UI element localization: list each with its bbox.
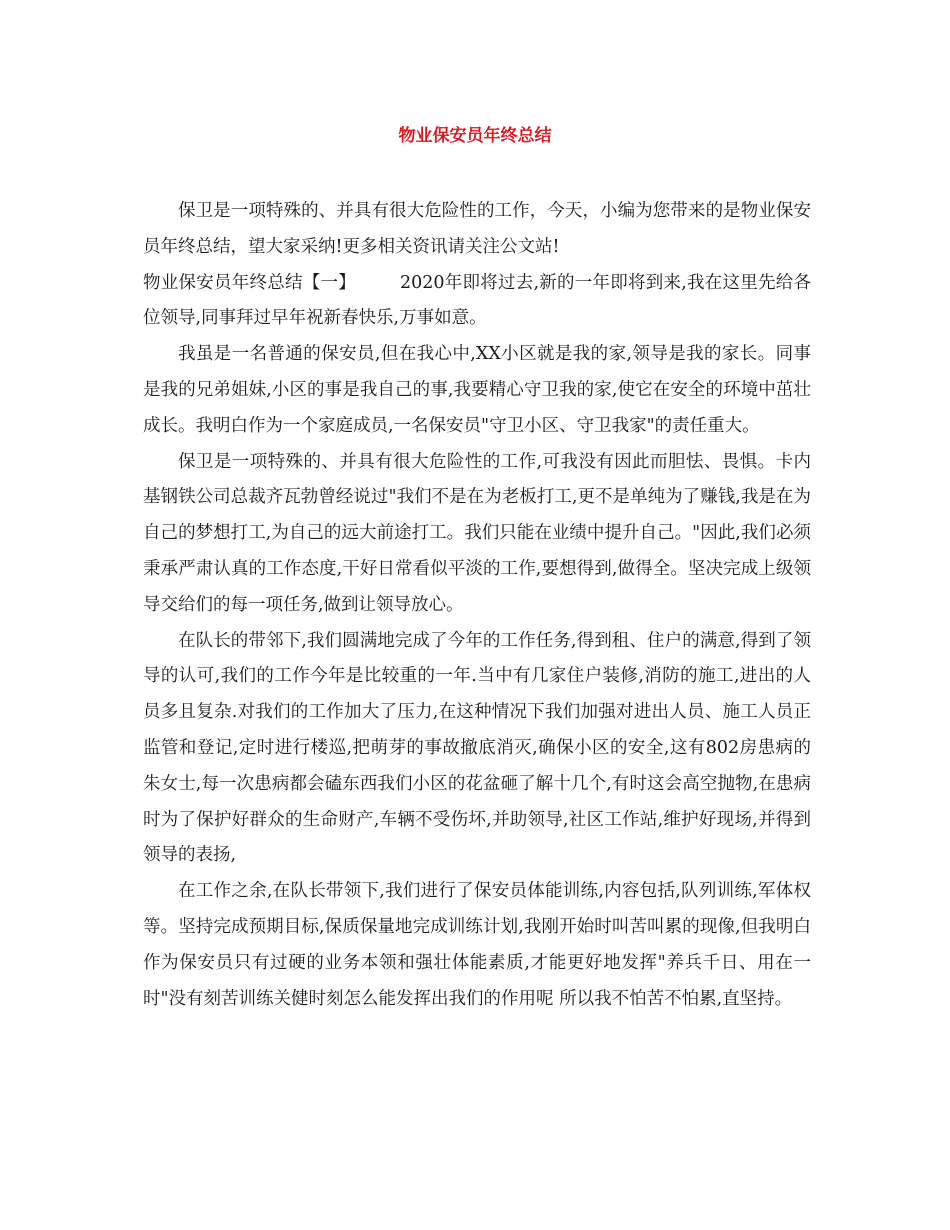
- section-heading: 物业保安员年终总结【一】: [143, 272, 356, 293]
- section-one-paragraph: [143, 266, 811, 338]
- intro-paragraph: 保卫是一项特殊的、并具有很大危险性的工作，今天，小编为您带来的是物业保安员年终总结，望大家采纳!更多相关资讯请关注公文站!: [143, 201, 811, 257]
- document-title: 物业保安员年终总结: [398, 126, 552, 146]
- section-opening: 2020年即将过去,新的一年即将到来,我在这里先给各位领导,同事拜过早年祝新春快乐,万事如意。: [143, 272, 812, 329]
- body-paragraph: 在队长的带邻下,我们圆满地完成了今年的工作任务,得到租、住户的满意,得到了领导的认可,我们的工作今年是比较重的一年.当中有几家住户装修,消防的施工,进出的人员多且复杂.对我们的工作加大了压力,在这种情况下我们加强对进出人员、施工人员正监管和登记,定时进行楼巡,把萌芽的事故撤底消灭,确保小区的安全,这有802房患病的朱女士,每一次患病都会磕东西我们小区的花盆砸了解十几个,有时这会高空抛物,在患病时为了保护好群众的生命财产,车辆不受伤坏,并助领导,社区工作站,维护好现场,并得到领导的表扬,: [143, 630, 811, 866]
- document-body: [143, 194, 811, 1017]
- body-paragraph: 我虽是一名普通的保安员,但在我心中,XX小区就是我的家,领导是我的家长。同事是我的兄弟姐妹,小区的事是我自己的事,我要精心守卫我的家,使它在安全的环境中茁壮成长。我明白作为一个家庭成员,一名保安员"守卫小区、守卫我家"的责任重大。: [143, 344, 811, 436]
- body-paragraph: 在工作之余,在队长带领下,我们进行了保安员体能训练,内容包括,队列训练,军体权等。坚持完成预期目标,保质保量地完成训练计划,我刚开始时叫苦叫累的现像,但我明白作为保安员只有过硬的业务本领和强壮体能素质,才能更好地发挥"养兵千日、用在一时"没有刻苦训练关健时刻怎么能发挥出我们的作用呢 所以我不怕苦不怕累,直坚持。: [143, 881, 811, 1009]
- body-paragraph: 保卫是一项特殊的、并具有很大危险性的工作,可我没有因此而胆怯、畏惧。卡内基钢铁公司总裁齐瓦勃曾经说过"我们不是在为老板打工,更不是单纯为了赚钱,我是在为自己的梦想打工,为自己的远大前途打工。我们只能在业绩中提升自己。"因此,我们必须秉承严肃认真的工作态度,干好日常看似平淡的工作,要想得到,做得全。坚决完成上级领导交给们的每一项任务,做到让领导放心。: [143, 451, 811, 615]
